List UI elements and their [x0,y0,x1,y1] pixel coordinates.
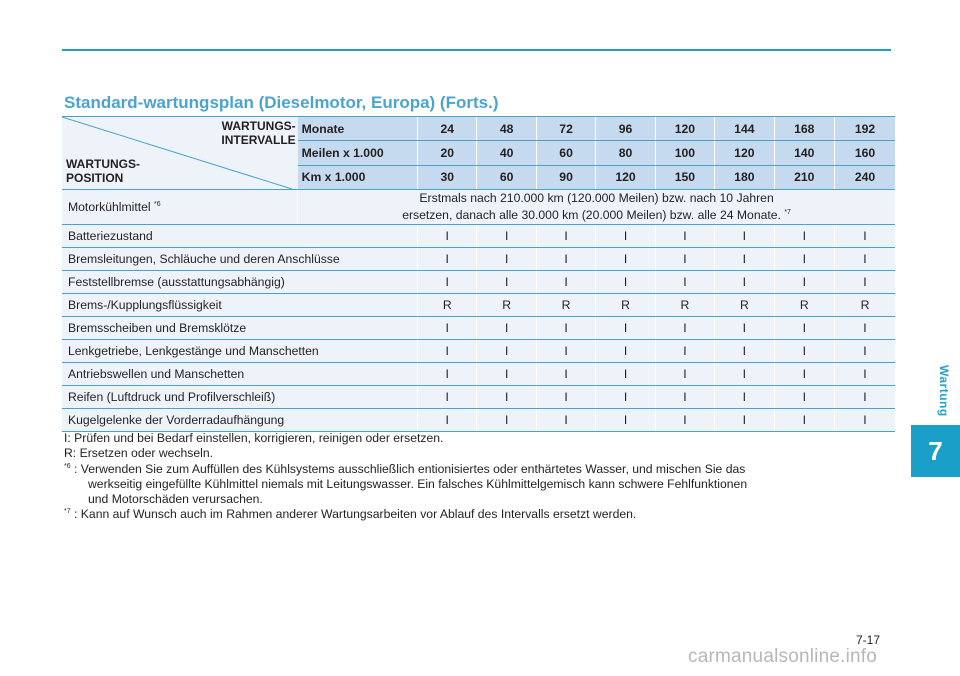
interval-action: I [715,340,774,363]
interval-action: I [418,271,477,294]
interval-action: I [655,225,714,248]
header-value: 168 [774,117,834,141]
header-value: 180 [715,165,774,189]
footnote-ref: *6 [154,200,161,208]
footnote-text: : Verwenden Sie zum Auffüllen des Kühlsystems ausschließlich entionisiertes oder enthärtetes Wasser, und mischen Sie das [74,461,746,476]
interval-action: R [536,294,595,317]
interval-action: R [655,294,714,317]
interval-action: R [596,294,655,317]
header-value: 100 [655,141,714,165]
header-value: 48 [477,117,536,141]
header-value: 96 [596,117,655,141]
interval-action: I [536,248,595,271]
interval-action: I [774,409,834,432]
header-value: 192 [835,117,896,141]
header-value: 90 [536,165,595,189]
item-label: Motorkühlmittel [68,200,151,214]
interval-action: I [655,386,714,409]
page-title: Standard-wartungsplan (Dieselmotor, Europa) (Forts.) [64,93,499,112]
header-value: 60 [477,165,536,189]
position-label-line: POSITION [66,171,124,185]
maintenance-item: Kugelgelenke der Vorderradaufhängung [62,409,418,432]
interval-action: R [835,294,896,317]
section-label: Wartung [937,365,951,417]
maintenance-item: Bremsleitungen, Schläuche und deren Anschlüsse [62,248,418,271]
legend-replace: R: Ersetzen oder wechseln. [64,446,214,461]
table-row [62,248,895,271]
header-row-label: Km x 1.000 [298,165,418,189]
header-value: 144 [715,117,774,141]
interval-action: I [536,340,595,363]
interval-action: I [536,317,595,340]
interval-action: I [596,340,655,363]
interval-action: I [715,271,774,294]
header-value: 20 [418,141,477,165]
interval-action: I [715,409,774,432]
header-row-label: Meilen x 1.000 [298,141,418,165]
header-value: 240 [835,165,896,189]
interval-action: I [774,340,834,363]
interval-action: I [774,386,834,409]
interval-action: I [596,386,655,409]
header-value: 24 [418,117,477,141]
maintenance-table [62,116,895,432]
interval-action: I [596,363,655,386]
footnote-text: : Kann auf Wunsch auch im Rahmen anderer Wartungsarbeiten vor Ablauf des Intervalls ersetzt werden. [74,507,637,522]
interval-action: I [477,409,536,432]
maintenance-item: Batteriezustand [62,225,418,248]
interval-action: I [774,271,834,294]
interval-action: I [596,409,655,432]
coolant-note [298,190,895,225]
interval-action: I [715,317,774,340]
interval-action: I [596,248,655,271]
table-row [62,340,895,363]
interval-action: I [477,271,536,294]
table-row [62,386,895,409]
header-value: 160 [835,141,896,165]
maintenance-item: Antriebswellen und Manschetten [62,363,418,386]
header-value: 30 [418,165,477,189]
header-value: 150 [655,165,714,189]
maintenance-item: Bremsscheiben und Bremsklötze [62,317,418,340]
chapter-tab[interactable]: 7 [911,425,960,477]
table-row [62,363,895,386]
interval-action: I [715,225,774,248]
interval-action: I [655,340,714,363]
table-row [62,271,895,294]
interval-action: I [655,363,714,386]
maintenance-item: Reifen (Luftdruck und Profilverschleiß) [62,386,418,409]
interval-action: I [536,409,595,432]
table-row [62,317,895,340]
table-row [62,409,895,432]
interval-action: I [774,225,834,248]
interval-action: I [418,340,477,363]
interval-action: I [655,317,714,340]
interval-action: I [477,248,536,271]
interval-action: I [835,225,896,248]
interval-action: I [596,271,655,294]
interval-action: I [418,317,477,340]
interval-action: I [477,225,536,248]
coolant-note-line: ersetzen, danach alle 30.000 km (20.000 Meilen) bzw. alle 24 Monate. [402,208,781,222]
interval-label-line: WARTUNGS- [221,119,296,133]
interval-action: I [774,363,834,386]
table-row [62,225,895,248]
interval-action: I [774,317,834,340]
footnote-7 [64,507,904,522]
interval-action: I [655,409,714,432]
table-row [62,294,895,317]
interval-action: R [774,294,834,317]
interval-action: I [418,409,477,432]
header-corner-cell [62,117,298,190]
interval-action: I [715,363,774,386]
interval-header-label [221,119,295,147]
interval-action: I [835,363,896,386]
footnote-6 [64,462,904,477]
interval-action: I [655,248,714,271]
header-value: 40 [477,141,536,165]
header-row-label: Monate [298,117,418,141]
header-value: 60 [536,141,595,165]
interval-action: I [477,363,536,386]
interval-action: I [596,317,655,340]
header-value: 120 [715,141,774,165]
table-row [62,190,895,225]
interval-action: I [835,271,896,294]
header-value: 140 [774,141,834,165]
footnote-mark: *6 [64,462,71,470]
interval-action: I [715,386,774,409]
interval-action: I [835,340,896,363]
footnote-6-cont: und Motorschäden verursachen. [88,492,263,507]
interval-action: I [536,363,595,386]
legend-notes [64,431,904,523]
footnote-6-cont: werkseitig eingefüllte Kühlmittel niemals mit Leitungswasser. Ein falsches Kühlmittelgemisch kann schwere Fehlfunktionen [88,476,748,491]
interval-action: I [477,340,536,363]
interval-action: R [477,294,536,317]
header-value: 210 [774,165,834,189]
top-rule [62,49,891,51]
interval-action: I [536,386,595,409]
interval-action: I [418,225,477,248]
maintenance-item: Brems-/Kupplungsflüssigkeit [62,294,418,317]
interval-action: R [715,294,774,317]
maintenance-item: Feststellbremse (ausstattungsabhängig) [62,271,418,294]
interval-action: I [477,317,536,340]
page-number: 7-17 [856,633,881,647]
interval-action: I [477,386,536,409]
header-value: 120 [596,165,655,189]
interval-action: I [835,386,896,409]
legend-inspect: I: Prüfen und bei Bedarf einstellen, korrigieren, reinigen oder ersetzen. [64,431,444,445]
maintenance-item [62,190,298,225]
interval-action: I [715,248,774,271]
interval-action: I [835,317,896,340]
header-value: 72 [536,117,595,141]
interval-action: I [774,248,834,271]
header-value: 120 [655,117,714,141]
interval-action: I [596,225,655,248]
watermark: carmanualsonline.info [688,646,878,667]
position-label-line: WARTUNGS- [66,157,140,171]
position-header-label [66,157,140,185]
footnote-mark: *7 [64,508,71,516]
interval-action: I [536,271,595,294]
maintenance-item: Lenkgetriebe, Lenkgestänge und Manschetten [62,340,418,363]
interval-action: I [418,363,477,386]
interval-action: I [418,386,477,409]
interval-action: I [835,248,896,271]
header-value: 80 [596,141,655,165]
interval-action: I [835,409,896,432]
interval-action: I [418,248,477,271]
interval-label-line: INTERVALLE [221,133,296,147]
footnote-ref: *7 [784,208,791,216]
interval-action: I [655,271,714,294]
coolant-note-line: Erstmals nach 210.000 km (120.000 Meilen) bzw. nach 10 Jahren [419,191,774,205]
interval-action: R [418,294,477,317]
interval-action: I [536,225,595,248]
